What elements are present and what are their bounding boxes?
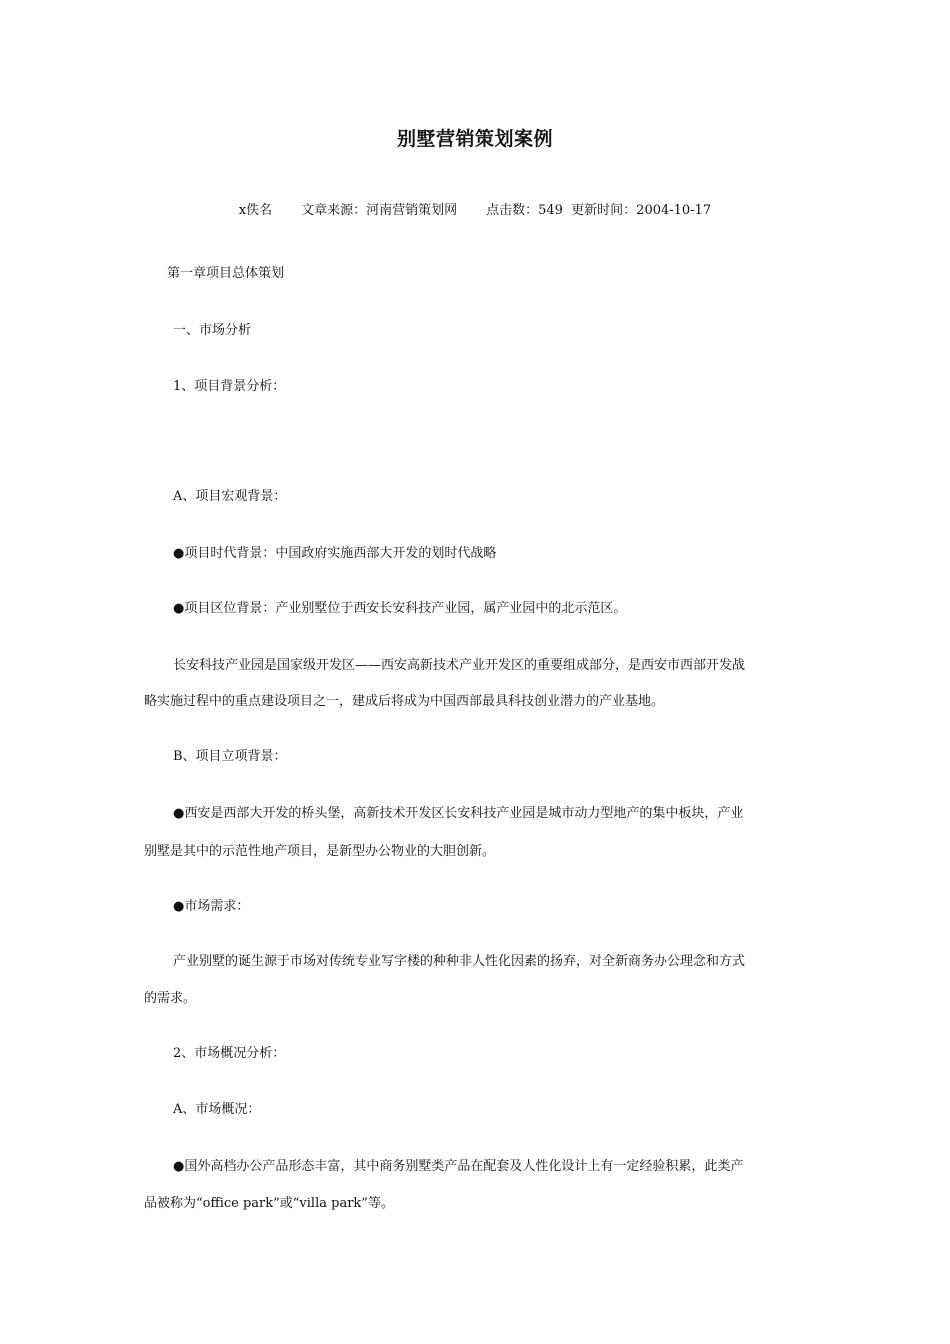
paragraph-line: 产业别墅的诞生源于市场对传统专业写字楼的种种非人性化因素的扬弃，对全新商务办公理念和方式 xyxy=(173,954,746,969)
paragraph-line: 品被称为“office park”或“villa park”等。 xyxy=(144,1196,394,1211)
subsection-heading: A、项目宏观背景： xyxy=(173,489,287,504)
meta-author: x佚名 xyxy=(238,203,273,218)
chapter-heading: 第一章项目总体策划 xyxy=(167,266,285,281)
bullet-paragraph: ●项目区位背景：产业别墅位于西安长安科技产业园，属产业园中的北示范区。 xyxy=(173,601,627,616)
meta-source: 文章来源：河南营销策划网 xyxy=(301,203,458,218)
bullet-paragraph: ●国外高档办公产品形态丰富，其中商务别墅类产品在配套及人性化设计上有一定经验积累，此类产 xyxy=(173,1159,744,1174)
section-heading: 一、市场分析 xyxy=(173,323,252,338)
article-meta xyxy=(0,199,950,218)
subsection-heading: 2、市场概况分析： xyxy=(173,1046,286,1061)
meta-clicks: 点击数：549 xyxy=(486,203,563,218)
subsection-heading: A、市场概况： xyxy=(173,1102,261,1117)
subsection-heading: 1、项目背景分析： xyxy=(173,379,286,394)
paragraph-line: 长安科技产业园是国家级开发区——西安高新技术产业开发区的重要组成部分，是西安市西部开发战 xyxy=(173,658,746,673)
subsection-heading: B、项目立项背景： xyxy=(173,749,287,764)
bullet-paragraph: ●西安是西部大开发的桥头堡，高新技术开发区长安科技产业园是城市动力型地产的集中板块，产业 xyxy=(173,806,744,821)
paragraph-line: 的需求。 xyxy=(144,991,197,1006)
meta-updated: 更新时间：2004-10-17 xyxy=(571,203,712,218)
bullet-paragraph: ●项目时代背景：中国政府实施西部大开发的划时代战略 xyxy=(173,546,497,561)
bullet-paragraph: ●市场需求： xyxy=(173,899,250,914)
paragraph-line: 别墅是其中的示范性地产项目，是新型办公物业的大胆创新。 xyxy=(144,844,496,859)
paragraph-line: 略实施过程中的重点建设项目之一，建成后将成为中国西部最具科技创业潜力的产业基地。 xyxy=(144,694,665,709)
document-title: 别墅营销策划案例 xyxy=(396,128,553,150)
